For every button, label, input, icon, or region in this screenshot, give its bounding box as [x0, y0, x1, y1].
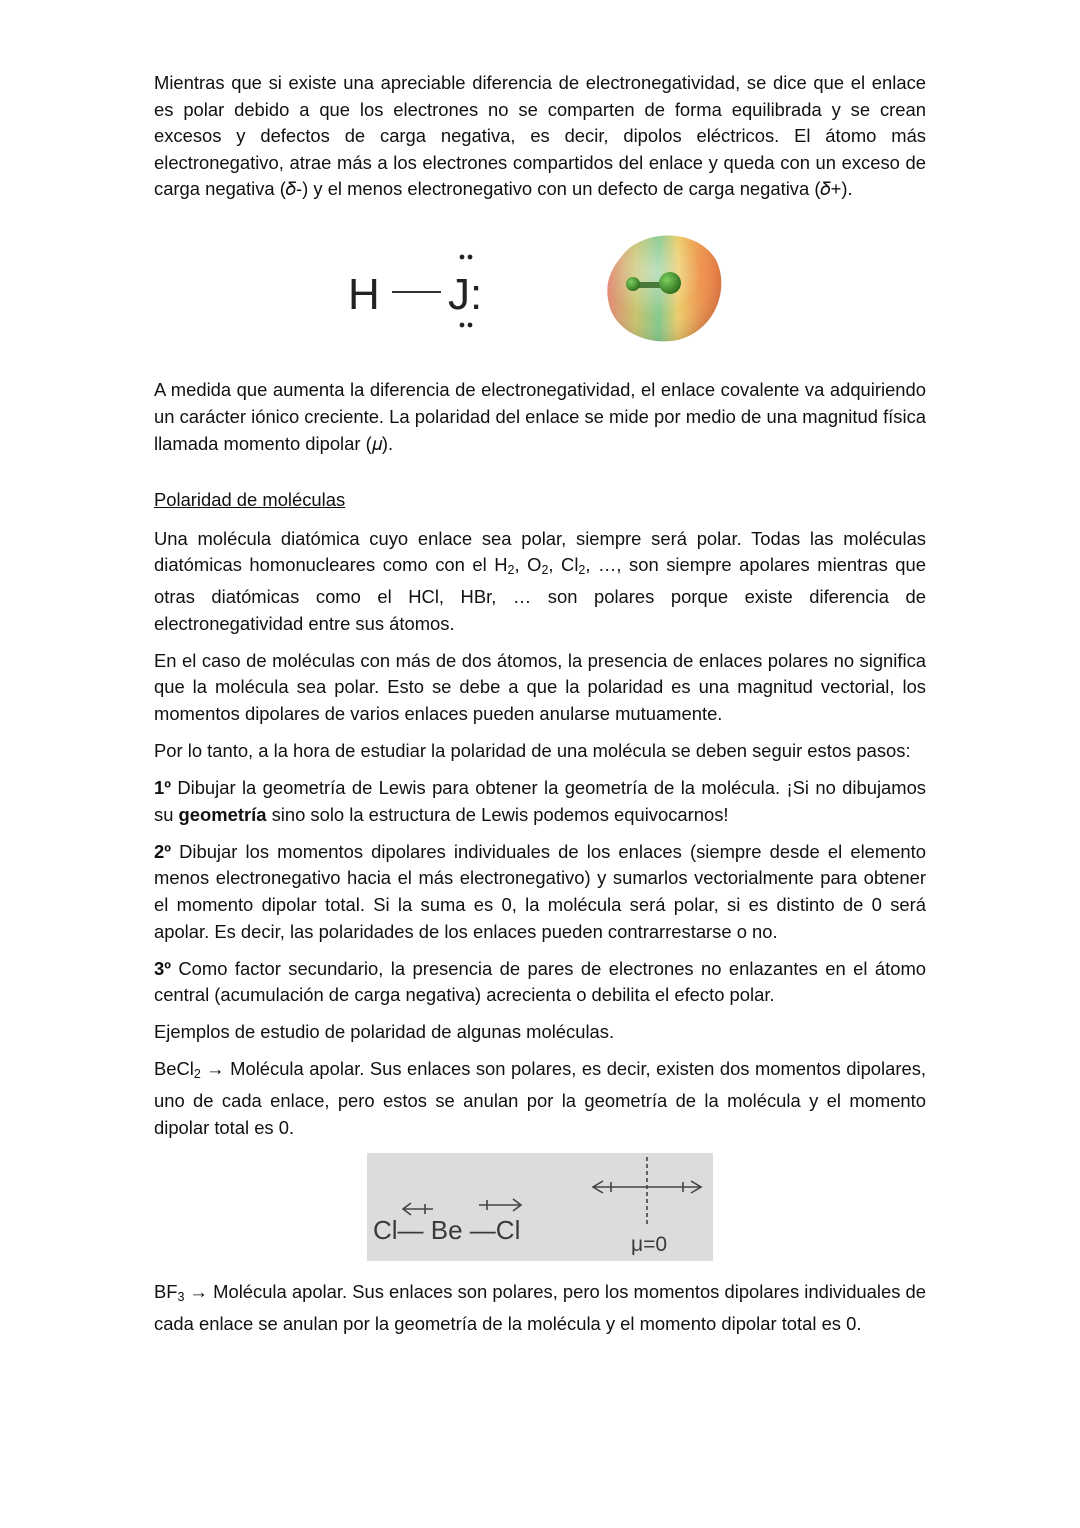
text-run: Molécula apolar. Sus enlaces son polares, pero los momentos dipolares individuales de cada enlace se anulan por la geometría de la molécula y el momento dipolar total es 0.: [154, 1281, 926, 1334]
text-run: Dibujar la geometría de Lewis para obtener la geometría de la molécula. ¡Si no dibujamos su: [154, 777, 926, 825]
paragraph-steps-intro: Por lo tanto, a la hora de estudiar la polaridad de una molécula se deben seguir estos pasos:: [154, 740, 911, 761]
lone-pair-dot: [460, 255, 465, 260]
arrow: →: [200, 1058, 231, 1080]
hydrogen-ball: [626, 277, 640, 291]
paragraph-examples: Ejemplos de estudio de polaridad de algunas moléculas.: [154, 1021, 615, 1043]
formula: BeCl: [154, 1058, 194, 1080]
dipole-sum-label: μ=0: [631, 1233, 668, 1257]
text-run: sino solo la estructura de Lewis podemos equivocarnos!: [266, 803, 729, 825]
example-becl2: [154, 1056, 926, 1141]
becl2-photo: [367, 1153, 713, 1261]
becl2-molecule: Cl— Be —Cl: [373, 1215, 521, 1246]
text-run: , Cl: [548, 554, 579, 576]
figure-becl2: [154, 1153, 926, 1261]
text-run: , …, son siempre apolares mientras que otras diatómicas como el HCl, HBr, … son polares porque existe diferencia de electronegatividad entre sus átomos.: [154, 554, 926, 634]
text-run: Molécula apolar. Sus enlaces son polares, es decir, existen dos momentos dipolares, uno de cada enlace, pero estos se anulan por la geometría de la molécula y el momento dipolar total es 0.: [154, 1058, 926, 1138]
chlorine-ball: [659, 272, 681, 294]
paragraph-diatomic: [154, 526, 926, 637]
paragraph-polar-bond: Mientras que si existe una apreciable diferencia de electronegatividad, se dice que el enlace es polar debido a que los electrones no se comparten de forma equilibrada y se crean excesos y defectos de carga negativa, es decir, dipolos eléctricos. El átomo más electronegativo, atrae más a los electrones compartidos del enlace y queda con un exceso de carga negativa (𝛿-) y el menos electronegativo con un defecto de carga negativa (𝛿+).: [154, 72, 926, 200]
arrow: →: [184, 1281, 214, 1303]
subscript: 2: [578, 563, 586, 578]
atom-cl: J:: [448, 270, 483, 320]
step-label: 1º: [154, 777, 171, 799]
subscript: 2: [507, 563, 515, 578]
subscript: 3: [177, 1290, 185, 1305]
step-label: 2º: [154, 840, 171, 862]
text-run: Una molécula diatómica cuyo enlace sea polar, siempre será polar. Todas las moléculas diatómicas homonucleares como con el H: [154, 527, 926, 576]
lone-pair-dot: [468, 255, 473, 260]
step-2: [154, 839, 926, 945]
atom-h: H: [348, 270, 380, 320]
step-1: [154, 775, 926, 828]
subscript: 2: [193, 1067, 201, 1082]
step-3: [154, 956, 926, 1009]
paragraph-polyatomic: En el caso de moléculas con más de dos átomos, la presencia de enlaces polares no significa que la molécula sea polar. Esto se debe a que la polaridad es una magnitud vectorial, los momentos dipolares de varios enlaces pueden anularse mutuamente.: [154, 649, 926, 724]
text-run: , O: [514, 554, 542, 576]
figure-hcl: [154, 213, 926, 377]
paragraph-dipole-moment: A medida que aumenta la diferencia de electronegatividad, el enlace covalente va adquiriendo un carácter iónico creciente. La polaridad del enlace se mide por medio de una magnitud física llamada momento dipolar (𝜇).: [154, 379, 926, 454]
text-run: Dibujar los momentos dipolares individuales de los enlaces (siempre desde el elemento menos electronegativo hacia el más electronegativo) y sumarlos vectorialmente para obtener el momento dipolar total. Si la suma es 0, la molécula será polar, si es distinto de 0 será apolar. Es decir, las polaridades de los enlaces pueden contrarrestarse o no.: [154, 840, 926, 942]
electrostatic-potential-map: [600, 226, 726, 344]
section-heading: Polaridad de moléculas: [154, 489, 346, 511]
step-label: 3º: [154, 957, 171, 979]
document-page: [154, 70, 926, 1337]
becl2-diagram: [367, 1153, 713, 1261]
example-bf3: [154, 1279, 926, 1337]
bold-term: geometría: [178, 803, 267, 825]
hcl-lewis-structure: [344, 235, 544, 355]
text-run: Como factor secundario, la presencia de pares de electrones no enlazantes en el átomo central (acumulación de carga negativa) acrecienta o debilita el efecto polar.: [154, 957, 926, 1006]
subscript: 2: [541, 563, 549, 578]
lone-pair-dot: [460, 323, 465, 328]
formula: BF: [154, 1281, 178, 1303]
lone-pair-dot: [468, 323, 473, 328]
